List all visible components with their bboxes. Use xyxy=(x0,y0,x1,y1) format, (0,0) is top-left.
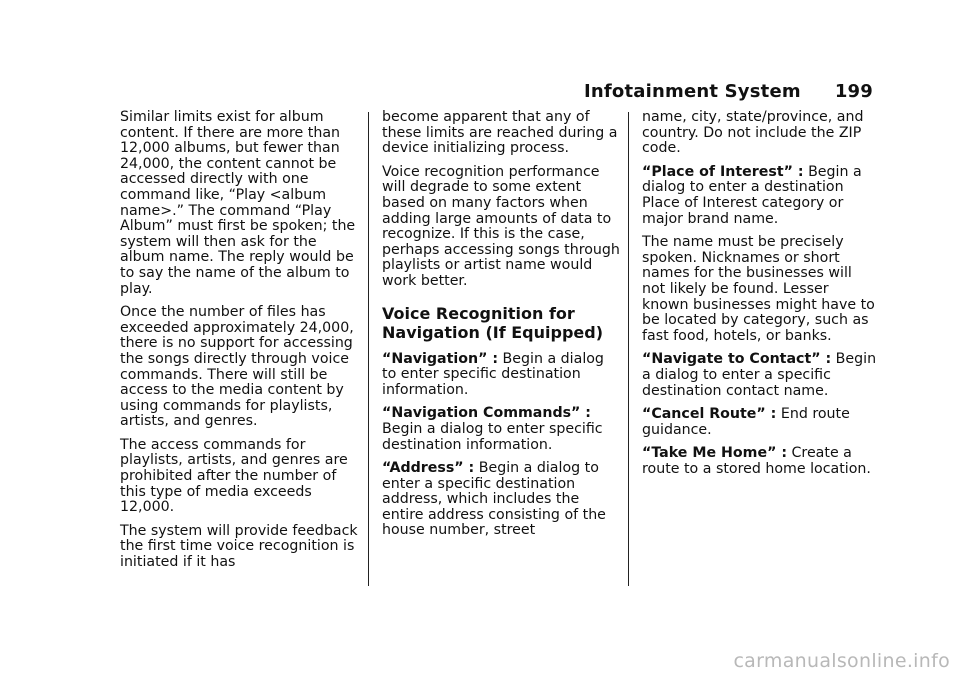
command-term: “Navigate to Contact” : xyxy=(642,351,832,368)
command-description: Begin a dialog to enter specific destination information. xyxy=(382,420,603,453)
command-entry xyxy=(642,352,878,399)
command-term: “Cancel Route” : xyxy=(642,406,777,423)
command-description: End route guidance. xyxy=(642,406,850,438)
command-description: Begin a dialog to enter a specific destination address, which includes the entire address consisting of the house number, street xyxy=(382,460,606,539)
paragraph: Once the number of files has exceeded approximately 24,000, there is no support for accessing the songs directly through voice commands. There will still be access to the media content by using commands for playlists, artists, and genres. xyxy=(120,304,354,430)
command-term: “Take Me Home” : xyxy=(642,445,788,462)
column-divider xyxy=(368,112,369,586)
page-number: 199 xyxy=(834,81,873,102)
command-entry xyxy=(642,446,878,477)
command-description: Begin a dialog to enter a specific destination contact name. xyxy=(642,351,877,399)
column-divider xyxy=(628,112,629,586)
page-header xyxy=(584,81,873,102)
watermark: carmanualsonline.info xyxy=(733,650,950,672)
command-entry xyxy=(382,352,620,399)
command-entry xyxy=(642,165,878,227)
command-description: Begin a dialog to enter specific destination information. xyxy=(382,350,604,398)
paragraph: The access commands for playlists, artists, and genres are prohibited after the number of this type of media exceeds 12,000. xyxy=(120,436,348,516)
command-term: “Place of Interest” : xyxy=(642,163,804,180)
paragraph: The system will provide feedback the first time voice recognition is initiated if it has xyxy=(120,522,358,571)
column-1 xyxy=(120,110,358,579)
paragraph: Similar limits exist for album content. If there are more than 12,000 albums, but fewer than 24,000, the content cannot be accessed directly with one command like, “Play <album name>.” The command “Play Album” must first be spoken; the system will then ask for the album name. The reply would be to say the name of the album to play. xyxy=(120,109,356,297)
command-entry xyxy=(642,407,878,438)
command-description: Create a route to a stored home location. xyxy=(642,445,871,477)
paragraph: become apparent that any of these limits are reached during a device initializing process. xyxy=(382,109,618,157)
command-term: “Navigation Commands” : xyxy=(382,405,591,422)
command-description: Begin a dialog to enter a destination Place of Interest category or major brand name. xyxy=(642,163,862,227)
column-2 xyxy=(382,110,620,547)
command-entry xyxy=(382,406,620,453)
paragraph: Voice recognition performance will degrade to some extent based on many factors when adding large amounts of data to recognize. If this is the case, perhaps accessing songs through playlists or artist name would work better. xyxy=(382,163,620,289)
command-term: “Address” : xyxy=(382,460,475,477)
column-3 xyxy=(642,110,878,485)
paragraph: name, city, state/province, and country. Do not include the ZIP code. xyxy=(642,109,864,157)
command-entry xyxy=(382,461,620,539)
paragraph: The name must be precisely spoken. Nicknames or short names for the businesses will not likely be found. Lesser known businesses might have to be located by category, such as fast food, hotels, or banks. xyxy=(642,234,875,344)
section-heading: Voice Recognition for Navigation (If Equipped) xyxy=(382,303,604,342)
command-term: “Navigation” : xyxy=(382,350,499,367)
section-title: Infotainment System xyxy=(583,81,801,102)
